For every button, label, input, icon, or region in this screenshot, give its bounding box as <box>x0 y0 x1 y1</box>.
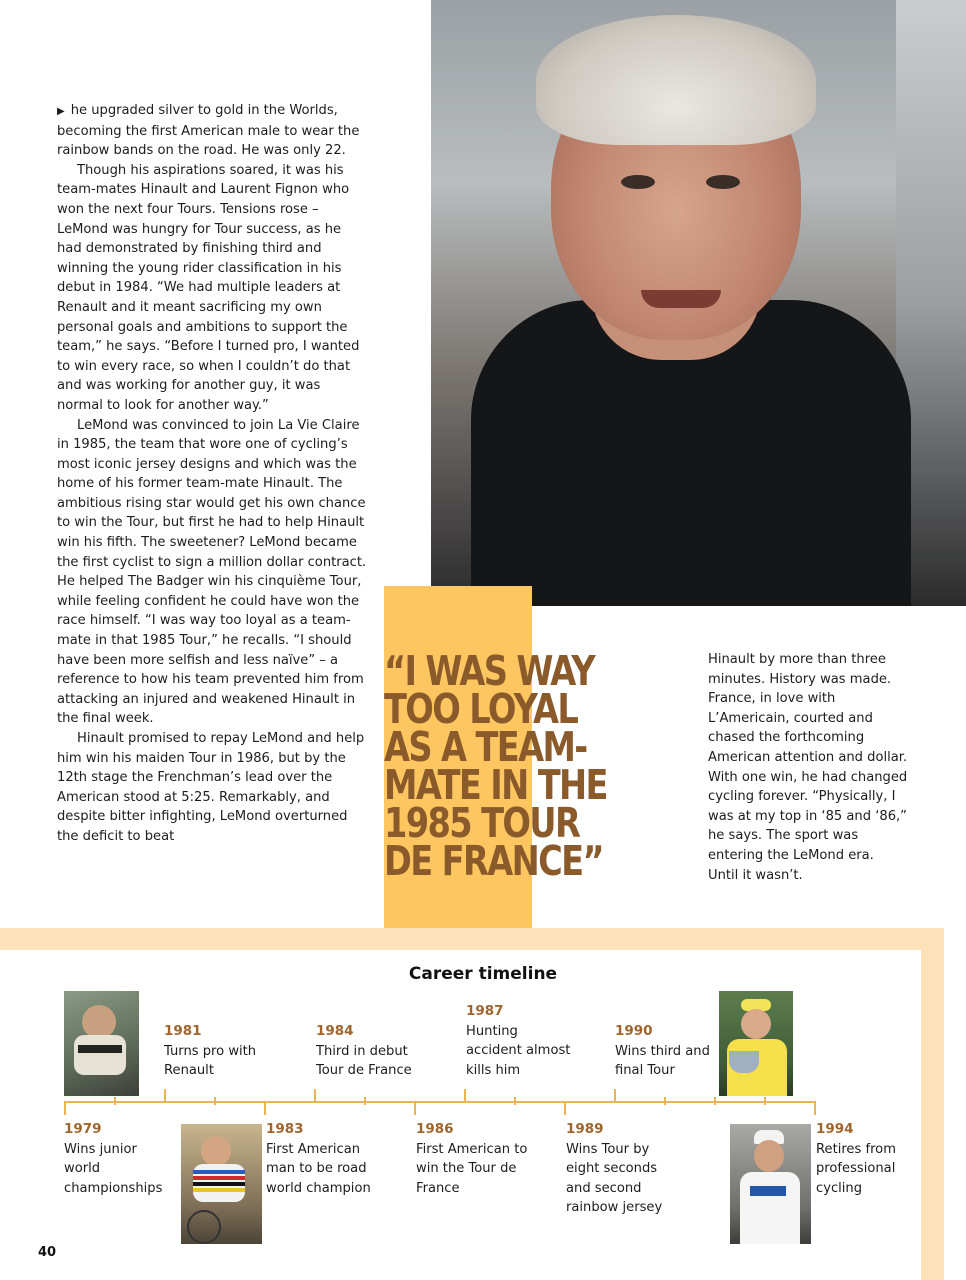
event-year: 1983 <box>266 1121 304 1137</box>
timeline-tick <box>814 1101 816 1115</box>
event-text: Wins junior world championships <box>64 1141 163 1196</box>
timeline-event-1990 <box>615 1022 719 1081</box>
pull-quote: “I WAS WAY TOO LOYAL AS A TEAM-MATE IN THE 1985 TOUR DE FRANCE” <box>384 647 607 885</box>
timeline-event-1989 <box>566 1120 678 1218</box>
timeline-event-1987 <box>466 1002 576 1080</box>
paragraph-2: Though his aspirations soared, it was his team-mates Hinault and Laurent Fignon who won the next four Tours. Tensions rose – LeMond was hungry for Tour success, as he had demonstrated by finishing third and winning the young rider classification in his debut in 1984. “We had multiple leaders at Renault and it meant sacrificing my own personal goals and ambitions to support the team,” he says. “Before I turned pro, I wanted to win every race, so when I couldn’t do that and was working for another guy, it was normal to look for another way.” <box>57 162 360 413</box>
photo-1983-world-champion <box>181 1124 262 1244</box>
timeline-tick <box>414 1101 416 1115</box>
timeline-tick <box>564 1101 566 1115</box>
timeline-tick <box>714 1097 716 1105</box>
timeline-tick <box>464 1089 466 1103</box>
paragraph-3: LeMond was convinced to join La Vie Claire in 1985, the team that wore one of cycling’s most iconic jersey designs and which was the home of his former team-mate Hinault. The ambitious rising star would get his own chance to win the Tour, but first he had to help Hinault win his fifth. The sweetener? LeMond became the first cyclist to sign a million dollar contract. He helped The Badger win his cinquième Tour, while feeling confident he could have won the race himself. “I was way too loyal as a team-mate in that 1985 Tour,” he recalls. “I should have been more selfish and less naïve” – a reference to how his team prevented him from attacking an injured and weakened Hinault in the final week. <box>57 417 367 727</box>
timeline-tick <box>314 1089 316 1103</box>
event-text: First American man to be road world champion <box>266 1141 371 1196</box>
photo-1990-yellow-jersey-trophy <box>719 991 793 1096</box>
timeline-event-1979 <box>64 1120 176 1198</box>
timeline-tick <box>264 1101 266 1115</box>
timeline-event-1983 <box>266 1120 376 1198</box>
timeline-event-1984 <box>316 1022 426 1081</box>
event-text: Turns pro with Renault <box>164 1043 257 1079</box>
event-year: 1994 <box>816 1121 854 1137</box>
article-body <box>57 101 367 847</box>
timeline-tick <box>214 1097 216 1105</box>
event-year: 1984 <box>316 1023 354 1039</box>
timeline-axis <box>64 1101 816 1103</box>
article-continuation: Hinault by more than three minutes. History was made. France, in love with L’Americain, courted and chased the forthcoming American attention and dollar. With one win, he had changed cycling forever. “Physically, I was at my top in ‘85 and ‘86,” he says. The sport was entering the LeMond era. Until it wasn’t. <box>708 652 908 883</box>
continue-arrow-icon: ▶ <box>57 106 65 117</box>
photo-1994-retirement <box>730 1124 811 1244</box>
timeline-tick <box>514 1097 516 1105</box>
timeline-tick <box>614 1089 616 1103</box>
event-year: 1990 <box>615 1023 653 1039</box>
timeline-tick <box>664 1097 666 1105</box>
event-text: First American to win the Tour de France <box>416 1141 528 1196</box>
event-text: Hunting accident almost kills him <box>466 1023 571 1078</box>
photo-1979-junior-race <box>64 991 139 1096</box>
event-year: 1987 <box>466 1003 504 1019</box>
timeline-title: Career timeline <box>408 964 558 984</box>
event-text: Wins third and final Tour <box>615 1043 710 1079</box>
paragraph-4: Hinault promised to repay LeMond and help him win his maiden Tour in 1986, but by the 12th stage the Frenchman’s lead over the American stood at 5:25. Remarkably, and despite bitter infighting, LeMond overturned the deficit to beat <box>57 731 365 844</box>
page-number: 40 <box>38 1245 57 1260</box>
timeline-tick <box>114 1097 116 1105</box>
timeline-event-1994 <box>816 1120 916 1198</box>
event-year: 1981 <box>164 1023 202 1039</box>
timeline-event-1981 <box>164 1022 274 1081</box>
event-text: Third in debut Tour de France <box>316 1043 412 1079</box>
timeline-event-1986 <box>416 1120 528 1198</box>
event-text: Wins Tour by eight seconds and second rainbow jersey <box>566 1141 663 1216</box>
timeline-tick <box>764 1097 766 1105</box>
portrait-photo <box>431 0 966 606</box>
paragraph-1: ▶ he upgraded silver to gold in the Worlds, becoming the first American male to wear the rainbow bands on the road. He was only 22. <box>57 103 360 159</box>
event-year: 1979 <box>64 1121 102 1137</box>
timeline-tick <box>164 1089 166 1103</box>
timeline-tick <box>364 1097 366 1105</box>
event-year: 1986 <box>416 1121 454 1137</box>
timeline-tick <box>64 1101 66 1115</box>
event-year: 1989 <box>566 1121 604 1137</box>
event-text: Retires from professional cycling <box>816 1141 896 1196</box>
